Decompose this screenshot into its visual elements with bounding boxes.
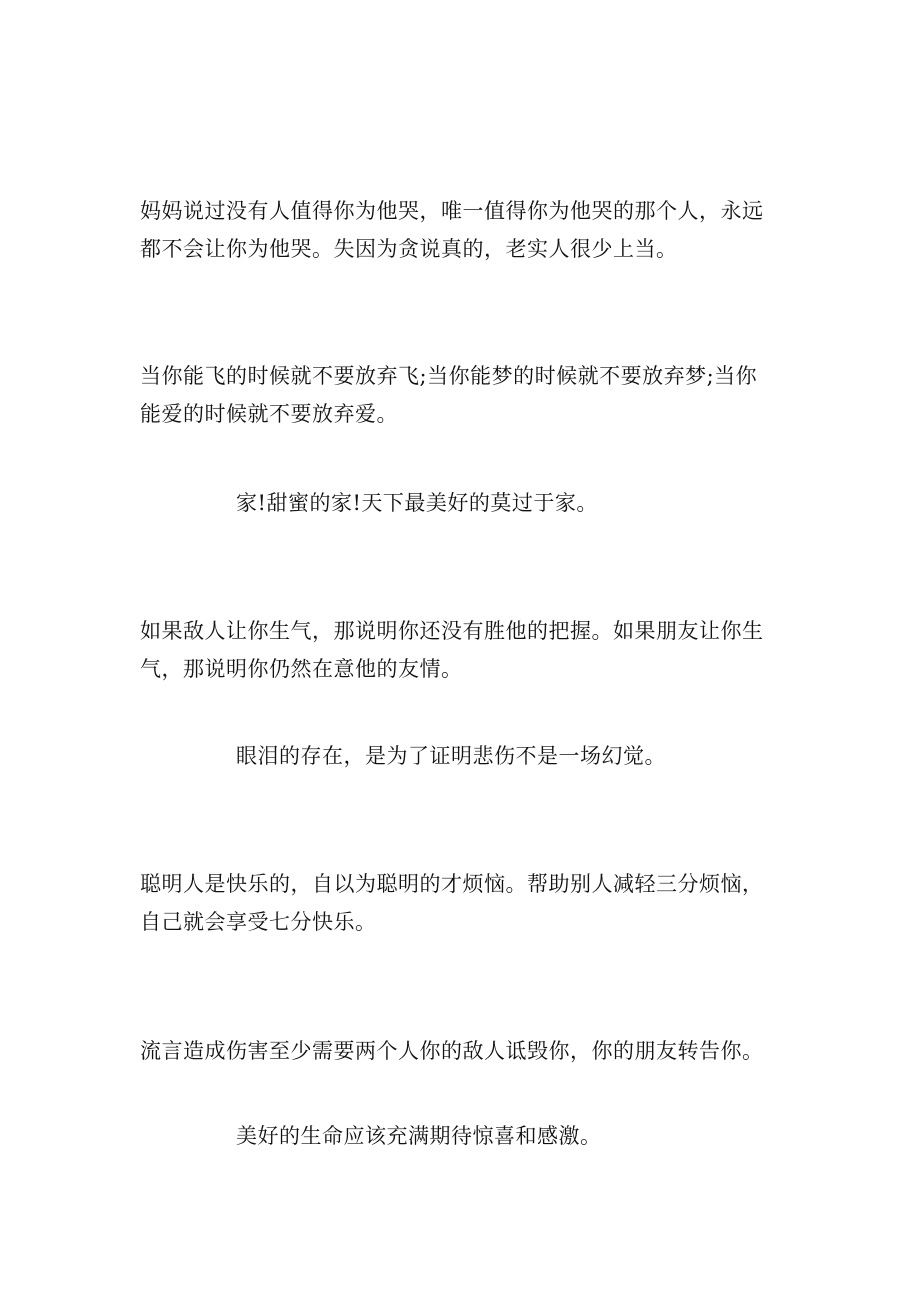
indented-paragraph (236, 484, 796, 522)
text-line: 如果敌人让你生气，那说明你还没有胜他的把握。如果朋友让你生 (140, 619, 764, 643)
text-line: 流言造成伤害至少需要两个人你的敌人诋毁你，你的朋友转告你。 (140, 1039, 764, 1063)
text-line: 当你能飞的时候就不要放弃飞;当你能梦的时候就不要放弃梦;当你 (140, 364, 758, 388)
text-line: 聪明人是快乐的，自以为聪明的才烦恼。帮助别人减轻三分烦恼， (140, 872, 764, 896)
text-line: 自己就会享受七分快乐。 (140, 910, 377, 934)
text-line: 家!甜蜜的家!天下最美好的莫过于家。 (236, 491, 598, 515)
indented-paragraph (236, 1117, 796, 1155)
text-line: 气，那说明你仍然在意他的友情。 (140, 657, 463, 681)
text-line: 美好的生命应该充满期待惊喜和感激。 (236, 1124, 602, 1148)
paragraph (140, 612, 780, 688)
paragraph (140, 865, 780, 941)
text-line: 眼泪的存在，是为了证明悲伤不是一场幻觉。 (236, 744, 666, 768)
text-line: 能爱的时候就不要放弃爱。 (140, 402, 398, 426)
text-line: 妈妈说过没有人值得你为他哭，唯一值得你为他哭的那个人，永远 (140, 199, 764, 223)
paragraph (140, 357, 780, 433)
paragraph (140, 192, 780, 268)
indented-paragraph (236, 737, 796, 775)
paragraph (140, 1032, 780, 1070)
text-line: 都不会让你为他哭。失因为贪说真的，老实人很少上当。 (140, 237, 678, 261)
